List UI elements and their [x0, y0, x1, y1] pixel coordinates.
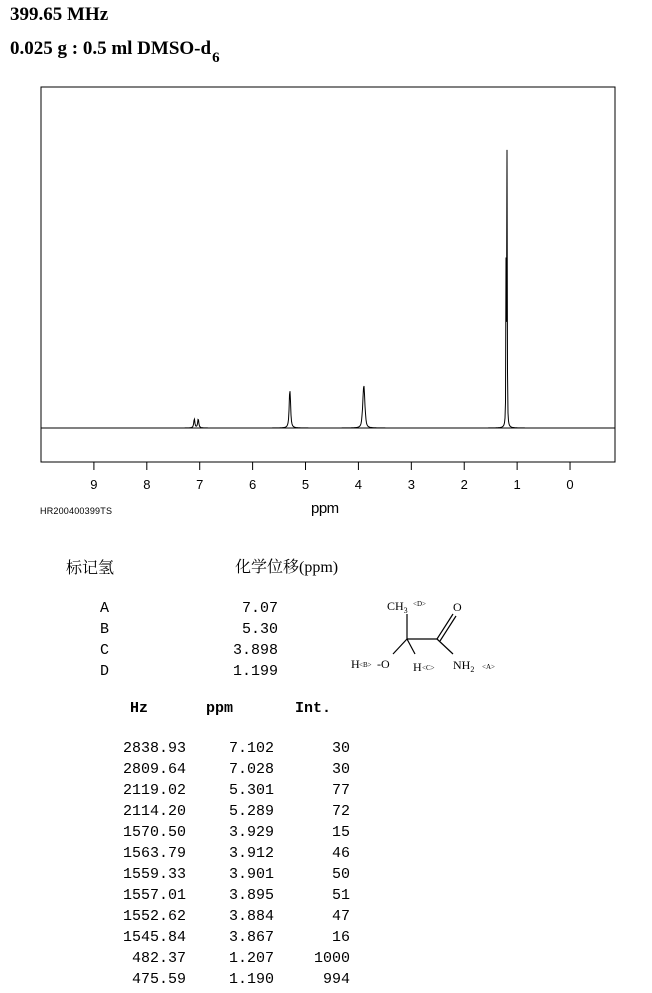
cell-int: 15 — [331, 824, 350, 841]
methine-h-label: H — [413, 660, 422, 674]
sample-text: 0.025 g : 0.5 ml DMSO-d — [10, 38, 212, 59]
bond-c-o — [393, 639, 407, 654]
x-tick-label: 2 — [460, 477, 468, 492]
cell-hz: 2114.20 — [122, 803, 186, 820]
cell-ppm: 7.028 — [228, 761, 274, 778]
shift-heading: 化学位移(ppm) — [235, 559, 339, 576]
cell-int: 16 — [331, 929, 350, 946]
cell-ppm: 1.190 — [228, 971, 274, 988]
cell-ppm: 3.912 — [228, 845, 274, 862]
x-tick-label: 9 — [90, 477, 98, 492]
carbonyl-o-label: O — [453, 600, 462, 614]
cell-hz: 2838.93 — [122, 740, 186, 757]
spectrum-code: HR200400399TS — [40, 506, 113, 516]
assignment-shift: 5.30 — [241, 621, 278, 638]
bond-co-1 — [437, 614, 453, 639]
hydroxyl-o-label: -O — [377, 657, 390, 671]
cell-hz: 1557.01 — [122, 887, 186, 904]
x-tick-label: 8 — [143, 477, 151, 492]
ch3-label: $CH_3$ — [387, 599, 408, 615]
cell-ppm: 1.207 — [228, 950, 274, 967]
molecule-structure — [345, 592, 515, 682]
x-tick-label: 3 — [407, 477, 415, 492]
cell-ppm: 3.867 — [228, 929, 274, 946]
assignment-letter: D — [100, 663, 110, 680]
cell-hz: 1559.33 — [122, 866, 186, 883]
bond-co-2 — [440, 616, 456, 641]
assignment-letter: C — [100, 642, 110, 659]
cell-int: 77 — [331, 782, 350, 799]
cell-hz: 2119.02 — [122, 782, 186, 799]
cell-int: 72 — [331, 803, 350, 820]
assignment-shift: 3.898 — [232, 642, 278, 659]
assignment-label-heading: 标记氢 — [66, 560, 115, 577]
assignment-letter: A — [100, 600, 110, 617]
assignment-shift: 1.199 — [232, 663, 278, 680]
cell-int: 51 — [331, 887, 350, 904]
assignment-letter: B — [100, 621, 110, 638]
sample-subscript: 6 — [212, 50, 220, 66]
cell-hz: 2809.64 — [122, 761, 186, 778]
cell-hz: 1545.84 — [122, 929, 186, 946]
cell-int: 994 — [322, 971, 350, 988]
cell-ppm: 5.301 — [228, 782, 274, 799]
x-axis-label: ppm — [311, 500, 339, 517]
header-hz: Hz — [130, 700, 149, 717]
cell-int: 47 — [331, 908, 350, 925]
spectrum-trace — [41, 150, 615, 428]
bond-c-n — [437, 639, 453, 654]
x-tick-label: 6 — [248, 477, 257, 492]
cell-ppm: 5.289 — [228, 803, 274, 820]
bond-c-h — [407, 639, 415, 654]
cell-int: 30 — [331, 740, 350, 757]
x-tick-label: 4 — [354, 477, 363, 492]
cell-ppm: 3.929 — [228, 824, 274, 841]
cell-int: 50 — [331, 866, 350, 883]
cell-hz: 1570.50 — [122, 824, 186, 841]
cell-ppm: 3.901 — [228, 866, 274, 883]
cell-ppm: 3.895 — [228, 887, 274, 904]
x-tick-label: 1 — [513, 477, 521, 492]
assignment-shift: 7.07 — [241, 600, 278, 617]
cell-hz: 1552.62 — [122, 908, 186, 925]
nh2-label: $NH_2$ — [453, 658, 475, 674]
plot-frame — [41, 87, 615, 462]
cell-hz: 1563.79 — [122, 845, 186, 862]
x-tick-label: 7 — [196, 477, 204, 492]
tag-c: <C> — [422, 664, 435, 672]
x-tick-label: 0 — [566, 477, 574, 492]
hydroxyl-h-label: H — [351, 657, 360, 671]
cell-ppm: 3.884 — [228, 908, 274, 925]
tag-b: <B> — [359, 661, 372, 669]
cell-int: 1000 — [313, 950, 350, 967]
header-ppm: ppm — [206, 700, 234, 717]
tag-a: <A> — [482, 663, 495, 671]
cell-int: 30 — [331, 761, 350, 778]
spectrometer-frequency: 399.65 MHz — [10, 4, 109, 25]
x-tick-label: 5 — [301, 477, 310, 492]
header-int: Int. — [295, 700, 332, 717]
cell-hz: 482.37 — [131, 950, 186, 967]
cell-hz: 475.59 — [131, 971, 186, 988]
cell-int: 46 — [331, 845, 350, 862]
tag-d: <D> — [413, 600, 426, 608]
cell-ppm: 7.102 — [228, 740, 274, 757]
